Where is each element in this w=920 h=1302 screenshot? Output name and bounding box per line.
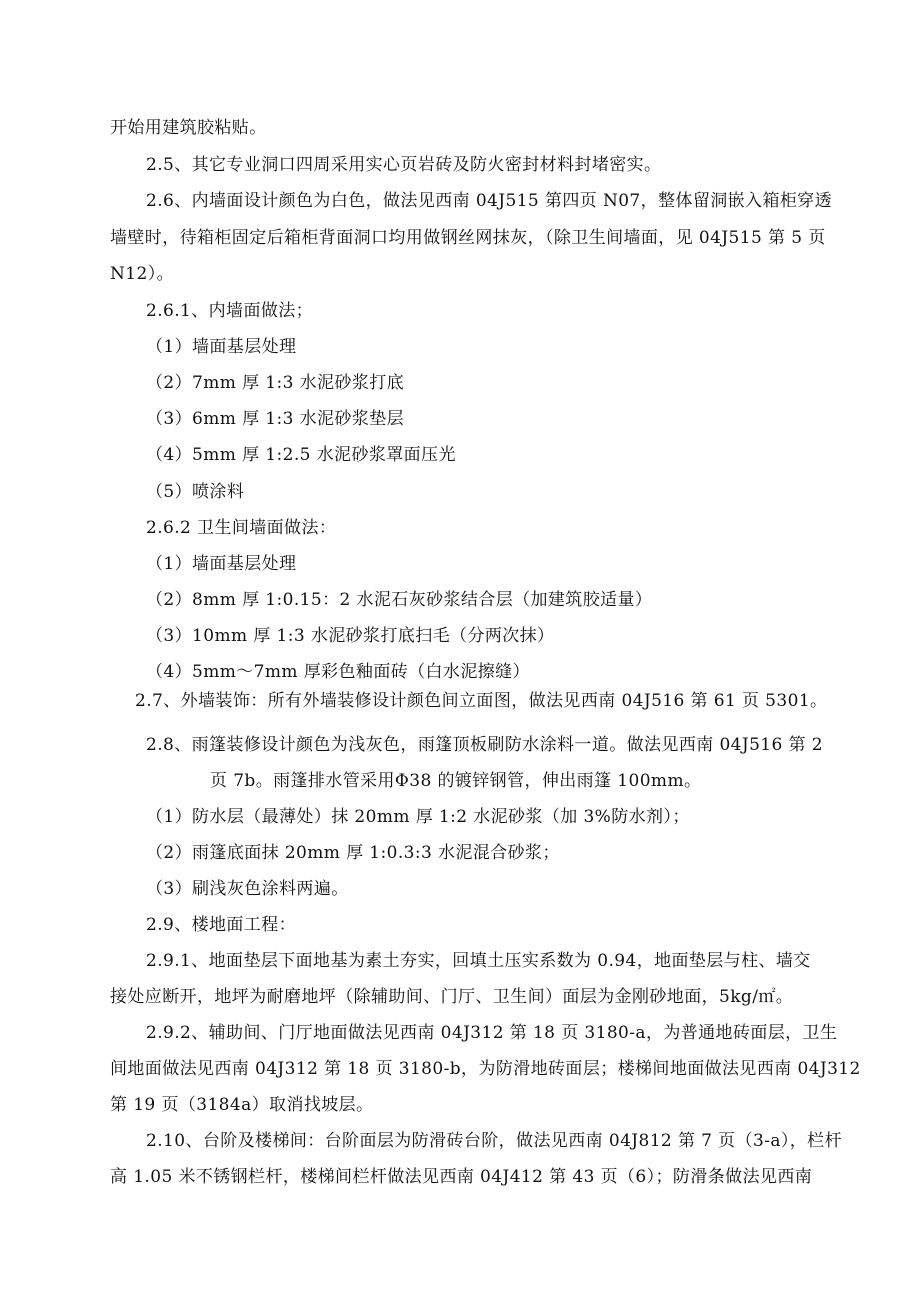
- text-line: 接处应断开，地坪为耐磨地坪（除辅助间、门厅、卫生间）面层为金刚砂地面，5kg/㎡。: [110, 987, 794, 1007]
- text-line: 高 1.05 米不锈钢栏杆，楼梯间栏杆做法见西南 04J412 第 43 页（6）；防滑条做法见西南: [110, 1167, 813, 1187]
- text-line: 2.7、外墙装饰：所有外墙装修设计颜色间立面图，做法见西南 04J516 第 61 页 5301。: [135, 691, 828, 711]
- text-line: 页 7b。雨篷排水管采用Φ38 的镀锌钢管，伸出雨篷 100mm。: [210, 771, 702, 791]
- text-line: 2.6.2 卫生间墙面做法：: [146, 518, 337, 538]
- text-line: （5）喷涂料: [146, 482, 245, 502]
- text-line: 间地面做法见西南 04J312 第 18 页 3180-b，为防滑地砖面层；楼梯间地面做法见西南 04J312: [110, 1059, 861, 1079]
- text-line: 2.9.2、辅助间、门厅地面做法见西南 04J312 第 18 页 3180-a，为普通地砖面层，卫生: [146, 1023, 838, 1043]
- text-line: （2）7mm 厚 1:3 水泥砂浆打底: [146, 373, 405, 393]
- text-line: 2.5、其它专业洞口四周采用实心页岩砖及防火密封材料封堵密实。: [146, 155, 662, 175]
- text-line: 2.9.1、地面垫层下面地基为素土夯实，回填土压实系数为 0.94，地面垫层与柱、墙交: [146, 951, 811, 971]
- text-line: 2.6.1、内墙面做法；: [146, 301, 314, 321]
- text-line: 2.9、楼地面工程：: [146, 915, 297, 935]
- text-line: （1）墙面基层处理: [146, 554, 297, 574]
- text-line: （1）墙面基层处理: [146, 337, 297, 357]
- text-line: （2）雨篷底面抹 20mm 厚 1:0.3:3 水泥混合砂浆；: [146, 843, 560, 863]
- text-line: 2.10、台阶及楼梯间：台阶面层为防滑砖台阶，做法见西南 04J812 第 7 页（3-a），栏杆: [146, 1131, 842, 1151]
- text-line: （4）5mm 厚 1:2.5 水泥砂浆罩面压光: [146, 445, 456, 465]
- text-line: （3）刷浅灰色涂料两遍。: [146, 879, 349, 899]
- text-line: 2.6、内墙面设计颜色为白色，做法见西南 04J515 第四页 N07，整体留洞嵌入箱柜穿透: [146, 191, 833, 211]
- text-line: 墙壁时，待箱柜固定后箱柜背面洞口均用做钢丝网抹灰，（除卫生间墙面，见 04J515 第 5 页: [110, 228, 826, 248]
- text-line: （3）10mm 厚 1:3 水泥砂浆打底扫毛（分两次抹）: [146, 626, 555, 646]
- text-line: N12）。: [110, 264, 175, 284]
- text-line: （2）8mm 厚 1:0.15：2 水泥石灰砂浆结合层（加建筑胶适量）: [146, 590, 653, 610]
- text-line: 第 19 页（3184a）取消找坡层。: [110, 1095, 374, 1115]
- text-line: （4）5mm～7mm 厚彩色釉面砖（白水泥擦缝）: [146, 662, 530, 682]
- text-line: 开始用建筑胶粘贴。: [110, 118, 267, 138]
- text-line: 2.8、雨篷装修设计颜色为浅灰色，雨篷顶板刷防水涂料一道。做法见西南 04J516 第 2: [146, 735, 823, 755]
- text-line: （1）防水层（最薄处）抹 20mm 厚 1:2 水泥砂浆（加 3%防水剂）；: [146, 807, 690, 827]
- text-line: （3）6mm 厚 1:3 水泥砂浆垫层: [146, 409, 405, 429]
